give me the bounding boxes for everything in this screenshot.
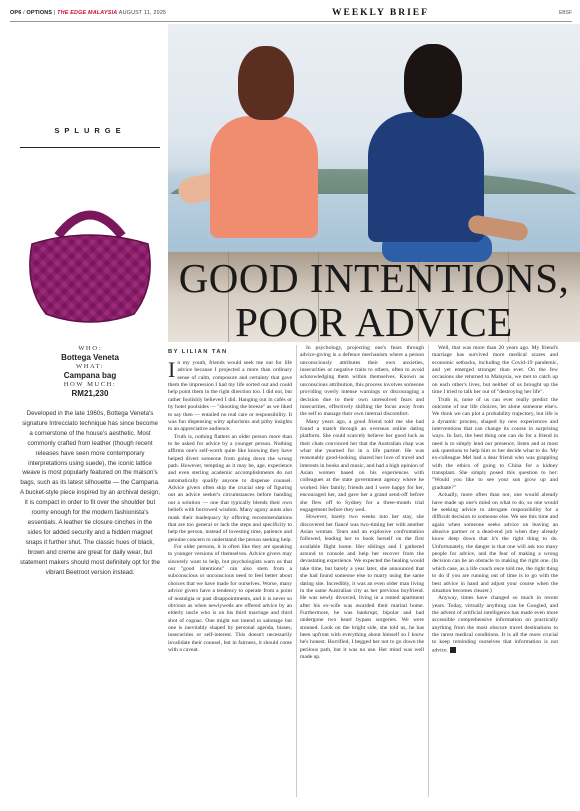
splurge-rule <box>20 147 160 148</box>
who-label: WHO: <box>78 345 102 352</box>
splurge-info <box>20 345 160 577</box>
publication-name: THE EDGE MALAYSIA <box>57 10 118 16</box>
headline-line-1: GOOD INTENTIONS, <box>178 255 570 301</box>
paragraph: Many years ago, a good friend told me she had found a match through an overseas online dating platform. She could scarcely believe her good luck as their chats convinced her that the Australian chap was what she yearned for in a life partner. He was reasonably good-looking, shared her love of travel and interests in books and music, and had a high opinion of Asian women based on his experiences with colleagues at the state government agency where he worked. Her family, friends and I were happy for her, encouraged her, and gave her a grand send-off before she flew off to Sydney for a three-month trial engagement before they wed. <box>300 418 424 513</box>
drop-cap: I <box>168 357 176 382</box>
page-header <box>10 9 572 21</box>
what-label: WHAT: <box>75 363 105 370</box>
page-number: OP6 <box>10 10 22 16</box>
product-value: Campana bag <box>63 371 117 380</box>
headline <box>176 256 572 344</box>
paragraph: For older persons, it is often like they are speaking to younger versions of themselves. Advice givers may sincerely want to help, but psychologists warn us that our "good intentions" can also stem from a subconscious or unconscious need to feel better about choices that we have made for ourselves. Worse, many advice givers have a tendency to operate from a point of nostalgia or past disappointments, and it is never so obvious as when newlyweds are offered advice by an elderly uncle who is on his third marriage and third shot of cognac. One might not intend to sabotage but one is inevitably shaped by personal agenda, biases, insecurities or self-interest. This doesn't necessarily invalidate their counsel, but in fairness, it should come with a caveat. <box>168 543 292 654</box>
product-description: Developed in the late 1960s, Bottega Veneta's signature Intrecciato technique has since become a cornerstone of the house's aesthetic. Most commonly crafted from leather (though recent releases have seen more contemporary interpretations using suede), the iconic lattice weave is most popularly featured on the maison's bags, such as its latest silhouette — the Campana. A bucket-style piece inspired by an archival design, it is compact in order to fit over the shoulder but roomy enough for the modern fashionista's essentials. A leather tie closure cinches in the sides for added security and a hidden magnet snaps it further shut. The classic hues of black, brown and creme are great for daily wear, but statement makers should most definitely opt for the vibrant Beetroot version instead. <box>20 410 160 576</box>
paragraph: Well, that was more than 20 years ago. My friend's marriage has survived more medical scares and economic setbacks, including the Covid-19 pandemic, and yet emerged stronger than ever. On the few occasions she returned to Malaysia, we met to catch up on each other's lives, but neither of us brought up the time I tried to talk her out of "destroying her life". <box>432 345 558 396</box>
header-rule <box>10 21 572 22</box>
paragraph: n my youth, friends would seek me out for life advice because I projected a more than ordinary sense of calm, composure and certainty that gave them the impression I had my life sorted out and could help point them in the right direction too. I did not, but rather foolishly believed I did. Hanging out in cafés or by hotel poolsides — "shooting the breeze" as we liked to say then — entailed no real care or responsibility. It was fun dispensing witty aphorisms and pithy insights to an appreciative audience. <box>168 360 292 433</box>
article-column-3 <box>432 345 558 654</box>
left-woman-hair <box>238 46 294 120</box>
issue-date: AUGUST 11, 2025 <box>118 10 167 16</box>
paragraph: In psychology, projecting one's fears through advice-giving is a defence mechanism where a person unconsciously attributes their own anxieties, insecurities or negative traits to others, often to avoid acknowledging them within themselves. Known as unconscious attribution, this process involves someone providing overly intense warnings or discouraging a decision due to their own unresolved fears and insecurities, effectively shifting the focus away from the self to manage their own internal discomfort. <box>300 345 424 418</box>
right-woman-hair <box>404 44 462 118</box>
column-divider <box>428 345 429 797</box>
brand-value: Bottega Veneta <box>61 353 119 362</box>
price-value: RM21,230 <box>71 389 109 398</box>
splurge-heading: SPLURGE <box>54 126 126 135</box>
paragraph: However, barely two weeks into her stay, she discovered her fiancé was two-timing her with another Asian woman. Tears and an explosive confrontation followed, leading her to book herself on the first available flight home. Her siblings and I gathered around to console and help her recover from the devastating experience. We expected the healing would take time, but barely a year later, she announced that she had found someone else to marry using the same dating site. Incredibly, it was an even older man living in the same Australian city as her previous boyfriend. He was newly divorced, living in a rented apartment after his ex-wife was awarded their marital home. Furthermore, he was bankrupt, bipolar and had undergone two heart bypass surgeries. We were stunned. Look on the bright side, she told us, he has been upfront with everything about himself so I know he's honest. Horrified, I begged her not to go down the perilous path, but it was no use. Her mind was well made up. <box>300 514 424 661</box>
paragraph: Actually, more often than not, one would already have made up one's mind on what to do, so one would be seeking advice to abrogate responsibility for a difficult decision to someone else. We see this time and again when someone seeks advice on leaving an abusive partner or a dead-end job when they already know deep down that it's the right thing to do. Unfortunately, the danger is that one will ask too many people for advice, and the fear of making a wrong decision can be an obstacle to making the right one. (In which case, as a life coach once told me, the right thing to do if you are running out of time is to go with the best advice in hand and adjust your course when the situation becomes clearer.) <box>432 492 558 594</box>
column-title: WEEKLY BRIEF <box>332 8 429 18</box>
folio: EBSF <box>558 10 572 16</box>
paragraph: Truth is, nothing flatters an older person more than to be asked for advice by a younger person. Nothing affirms one's self-worth quite like knowing they have helped divert someone from going down the wrong path. However, tempting as it may be, age, experience and even sterling academic accomplishments do not automatically qualify anyone to dispense counsel. Advice givers often skip the crucial step of figuring out an advice seeker's circumstances before handing out a solution — one that typically blends their own beliefs with borrowed wisdom. Many agony aunts also mask their inadequacy by offering recommendations that are too general or lack the steps and specificity to help the person, instead of investing time, patience and genuine concern to understand the person seeking help. <box>168 433 292 543</box>
headline-line-2: POOR ADVICE <box>235 299 513 345</box>
paragraph: Truth is, none of us can ever really predict the outcome of our life choices, let alone someone else's. We think we can plot a probability trajectory, but life is a dynamic process, shaped by new experiences and interventions that can change its course in surprising ways. In fact, the best thing one can do for a friend in need is to simply lend our presence, listen and at most ask questions to help him or her decide what to do. My ex-colleague Mel had a dear friend who was grappling with the ethics of going to China for a kidney transplant. She simply posed this question to her: "Would you like to see your son grow up and graduate?" <box>432 396 558 491</box>
article-column-2 <box>300 345 424 661</box>
article-column-1 <box>168 357 292 654</box>
left-woman-shirt <box>210 116 318 238</box>
byline: BY LILIAN TAN <box>168 349 228 355</box>
column-divider <box>296 345 297 797</box>
section-name: OPTIONS <box>26 10 53 16</box>
end-of-article-icon <box>450 647 456 653</box>
handbag-image <box>22 196 158 326</box>
price-label: HOW MUCH: <box>63 381 117 388</box>
paragraph: Anyway, times have changed so much in recent years. Today, virtually anything can be Googled, and the advent of artificial intelligence has made even more accessible comprehensive information on practically anything from the most obscure travel destinations to the rarest medical conditions. It is all the more crucial to keep reminding ourselves that information is not advice. <box>432 595 558 654</box>
header-left: OP6 / OPTIONS | THE EDGE MALAYSIA AUGUST 11, 2025 <box>10 10 167 16</box>
right-woman-shirt <box>368 112 484 242</box>
